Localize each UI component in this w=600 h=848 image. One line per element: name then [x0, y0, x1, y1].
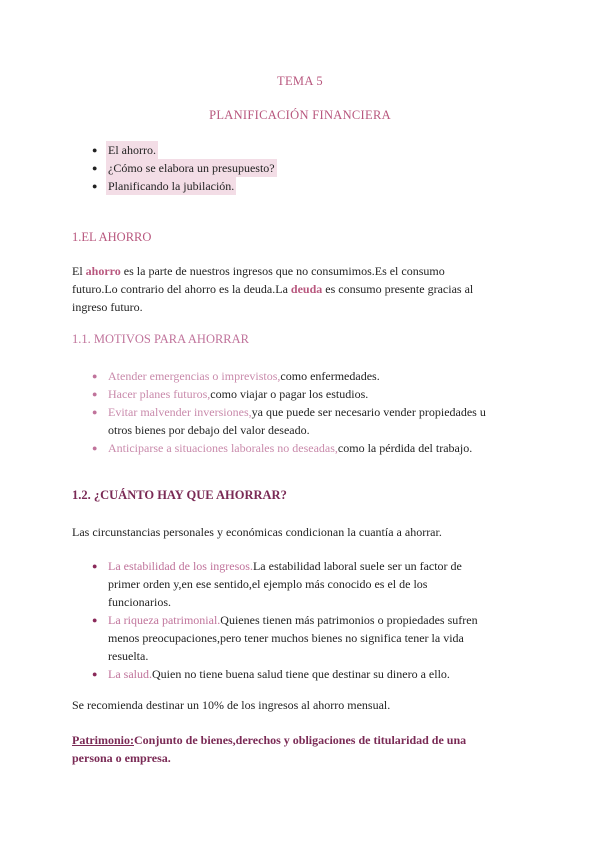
patrimonio-definition: Patrimonio:Conjunto de bienes,derechos y obligaciones de titularidad de una persona o empresa. [72, 733, 467, 766]
recommendation-text: Se recomienda destinar un 10% de los ingresos al ahorro mensual. [72, 698, 391, 712]
bullet-icon: ● [92, 145, 98, 155]
bullet-icon: ● [92, 615, 98, 625]
list-item: ● Atender emergencias o imprevistos,como enfermedades. [92, 369, 380, 383]
bullet-icon: ● [92, 407, 98, 417]
bullet-icon: ● [92, 389, 98, 399]
list-item: ● La salud.Quien no tiene buena salud tiene que destinar su dinero a ello. [92, 667, 450, 681]
cuanto-list [92, 557, 532, 683]
bullet-icon: ● [92, 163, 98, 173]
bullet-icon: ● [92, 669, 98, 679]
table-of-contents [92, 141, 277, 195]
list-item: ● La estabilidad de los ingresos.La estabilidad laboral suele ser un factor de primer orden y,en ese sentido,el ejemplo más conocido es el de los funcionarios. [92, 559, 462, 609]
bullet-icon: ● [92, 181, 98, 191]
section-heading-ahorro: 1.EL AHORRO [72, 230, 152, 244]
list-item: ● La riqueza patrimonial.Quienes tienen más patrimonios o propiedades sufren menos preocupaciones,pero tener muchos bienes no significa tener la vida resuelta. [92, 613, 478, 663]
bullet-icon: ● [92, 561, 98, 571]
section-heading-cuanto: 1.2. ¿CUÁNTO HAY QUE AHORRAR? [72, 488, 287, 502]
document-title: PLANIFICACIÓN FINANCIERA [209, 108, 391, 122]
toc-item: ● ¿Cómo se elabora un presupuesto? [92, 161, 275, 175]
toc-item: ● El ahorro. [92, 143, 156, 157]
ahorro-paragraph: El ahorro es la parte de nuestros ingresos que no consumimos.Es el consumo futuro.Lo contrario del ahorro es la deuda.La deuda es consumo presente gracias al ingreso futuro. [72, 264, 474, 315]
list-item: ● Hacer planes futuros,como viajar o pagar los estudios. [92, 387, 369, 401]
term-deuda: deuda [290, 282, 323, 297]
term-patrimonio: Patrimonio: [72, 733, 134, 747]
section-heading-motivos: 1.1. MOTIVOS PARA AHORRAR [72, 332, 250, 346]
topic-number: TEMA 5 [277, 74, 323, 88]
cuanto-intro: Las circunstancias personales y económicas condicionan la cuantía a ahorrar. [72, 525, 442, 539]
bullet-icon: ● [92, 443, 98, 453]
list-item: ● Evitar malvender inversiones,ya que puede ser necesario vender propiedades u otros bienes por debajo del valor deseado. [92, 405, 486, 437]
bullet-icon: ● [92, 371, 98, 381]
term-ahorro: ahorro [85, 264, 121, 278]
list-item: ● Anticiparse a situaciones laborales no deseadas,como la pérdida del trabajo. [92, 441, 473, 455]
toc-item: ● Planificando la jubilación. [92, 179, 235, 193]
motivos-list [92, 367, 532, 457]
